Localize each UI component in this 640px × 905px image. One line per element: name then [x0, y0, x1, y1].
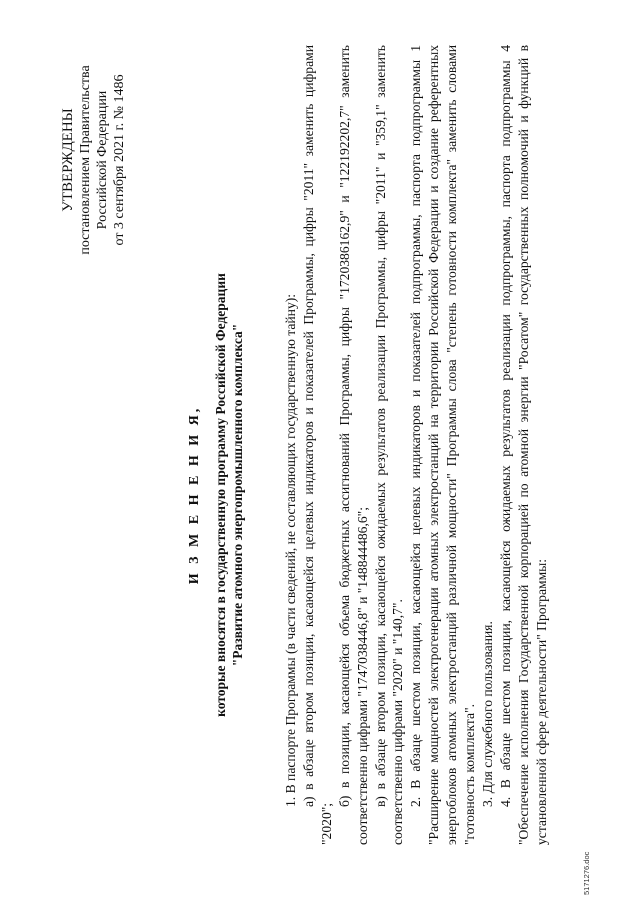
approval-block [60, 30, 128, 290]
approval-line-2: Российской Федерации [95, 90, 110, 230]
subtitle-line-1: которые вносятся в государственную программу Российской Федерации [213, 273, 228, 717]
document-subtitle [212, 145, 246, 845]
paragraph-2: 2. В абзаце шестом позиции, касающейся целевых индикаторов и показателей подпрограммы, паспорта подпрограммы 1 "Расширение мощностей электрогенерации атомных электростанций на территории Российской Федерации и создание референтных энергоблоков атомных электростанций различной мощности" Программы слова "степень готовности комплекта" заменить словами "готовность комплекта". [408, 45, 478, 845]
paragraph-1a: а) в абзаце втором позиции, касающейся целевых индикаторов и показателей Программы, цифры "2011" заменить цифрами "2020"; [300, 45, 334, 845]
approval-line-3: от 3 сентября 2021 г. № 1486 [112, 74, 127, 246]
approval-line-1: постановлением Правительства [78, 65, 93, 255]
paragraph-1c: в) в абзаце втором позиции, касающейся ожидаемых результатов реализации Программы, цифры "2011" и "359,1" заменить соответственно цифрами "2020" и "140,7". [372, 45, 406, 845]
document-body [282, 45, 551, 845]
document-id-footer: 5171276.doc [582, 851, 591, 895]
paragraph-3: 3. Для служебного пользования. [479, 621, 495, 807]
paragraph-4: 4. В абзаце шестом позиции, касающейся ожидаемых результатов реализации подпрограммы, паспорта подпрограммы 4 "Обеспечение исполнения Государственной корпорацией по атомной энергии "Росатом" государственных полномочий и функций в установленной сфере деятельности" Программы: [497, 45, 549, 845]
paragraph-1: 1. В паспорте Программы (в части сведений, не составляющих государственную тайну): [283, 293, 298, 807]
paragraph-1b: б) в позиции, касающейся объема бюджетных ассигнований Программы, цифры "1720386162,9" и "122192202,7" заменить соответственно цифрами "1747038446,8" и "148844486,6"; [336, 45, 370, 845]
subtitle-line-2: "Развитие атомного энергопромышленного комплекса" [230, 323, 245, 667]
approval-title: УТВЕРЖДЕНЫ [60, 108, 76, 212]
document-title: И З М Е Н Е Н И Я, [187, 405, 202, 585]
